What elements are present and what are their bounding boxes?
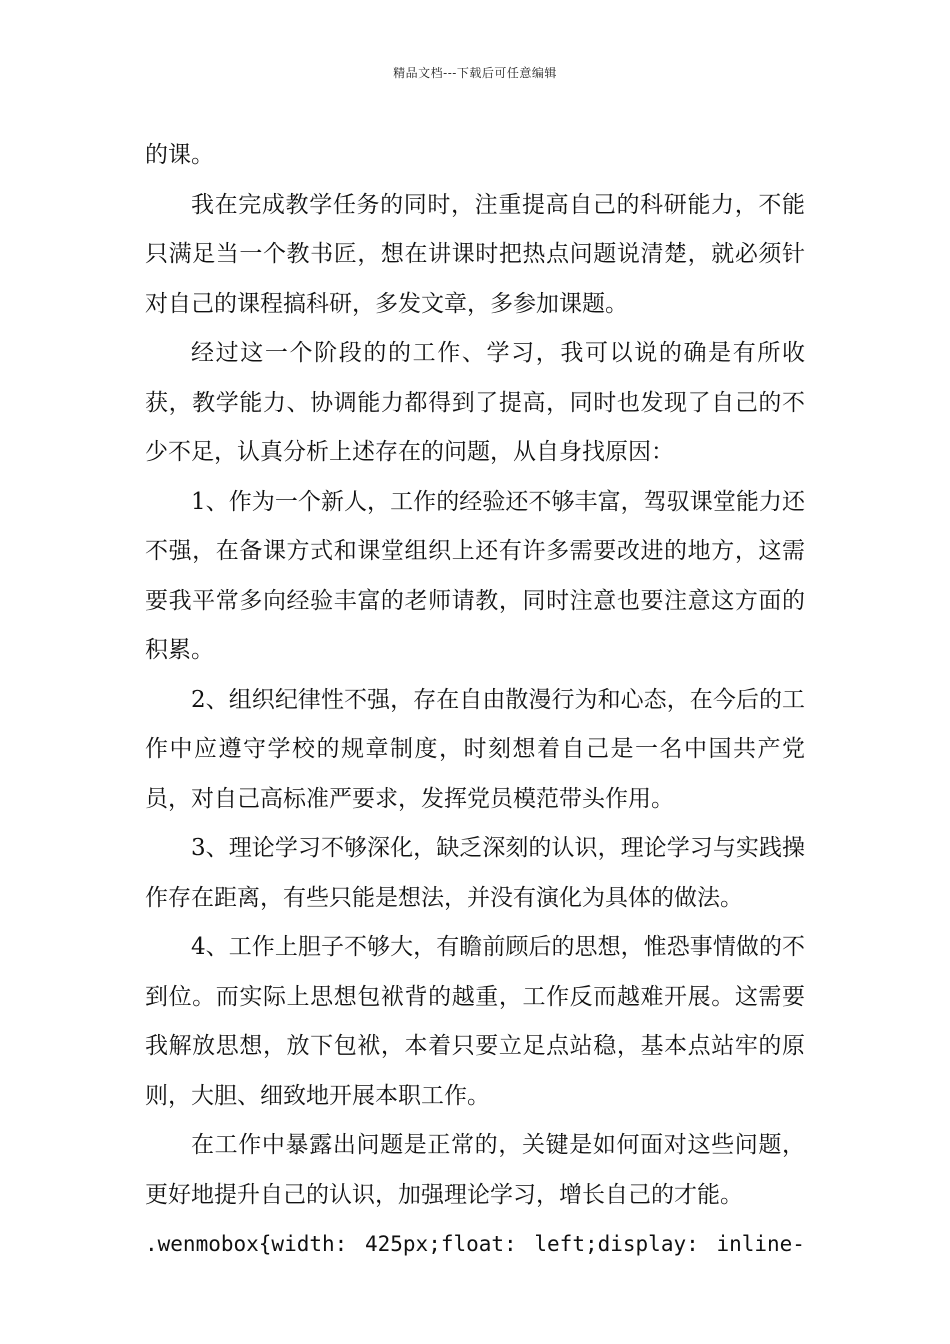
code-token: 425px;float: bbox=[364, 1232, 517, 1256]
paragraph: 在工作中暴露出问题是正常的，关键是如何面对这些问题，更好地提升自己的认识，加强理论学习，增长自己的才能。 bbox=[145, 1132, 805, 1208]
document-body bbox=[145, 131, 805, 1270]
paragraph: 我在完成教学任务的同时，注重提高自己的科研能力，不能只满足当一个教书匠，想在讲课时把热点问题说清楚，就必须针对自己的课程搞科研，多发文章，多参加课题。 bbox=[145, 191, 805, 317]
code-token: inline- bbox=[716, 1232, 805, 1256]
paragraph: 3、理论学习不够深化，缺乏深刻的认识，理论学习与实践操作存在距离，有些只能是想法，并没有演化为具体的做法。 bbox=[145, 835, 805, 911]
paragraph: 经过这一个阶段的的工作、学习，我可以说的确是有所收获，教学能力、协调能力都得到了提高，同时也发现了自己的不少不足，认真分析上述存在的问题，从自身找原因： bbox=[145, 340, 805, 465]
code-token: left;display: bbox=[534, 1232, 699, 1256]
code-token: .wenmobox{width: bbox=[145, 1232, 348, 1256]
paragraph: 的课。 bbox=[145, 142, 214, 168]
css-code-fragment bbox=[145, 1220, 805, 1270]
paragraph: 2、组织纪律性不强，存在自由散漫行为和心态，在今后的工作中应遵守学校的规章制度，时刻想着自己是一名中国共产党员，对自己高标准严要求，发挥党员模范带头作用。 bbox=[145, 686, 805, 812]
paragraph: 4、工作上胆子不够大，有瞻前顾后的思想，惟恐事情做的不到位。而实际上思想包袱背的越重，工作反而越难开展。这需要我解放思想，放下包袱，本着只要立足点站稳，基本点站牢的原则，大胆、细致地开展本职工作。 bbox=[145, 934, 805, 1109]
page-header: 精品文档---下载后可任意编辑 bbox=[393, 66, 557, 80]
paragraph: 1、作为一个新人，工作的经验还不够丰富，驾驭课堂能力还不强，在备课方式和课堂组织上还有许多需要改进的地方，这需要我平常多向经验丰富的老师请教，同时注意也要注意这方面的积累。 bbox=[145, 488, 805, 663]
